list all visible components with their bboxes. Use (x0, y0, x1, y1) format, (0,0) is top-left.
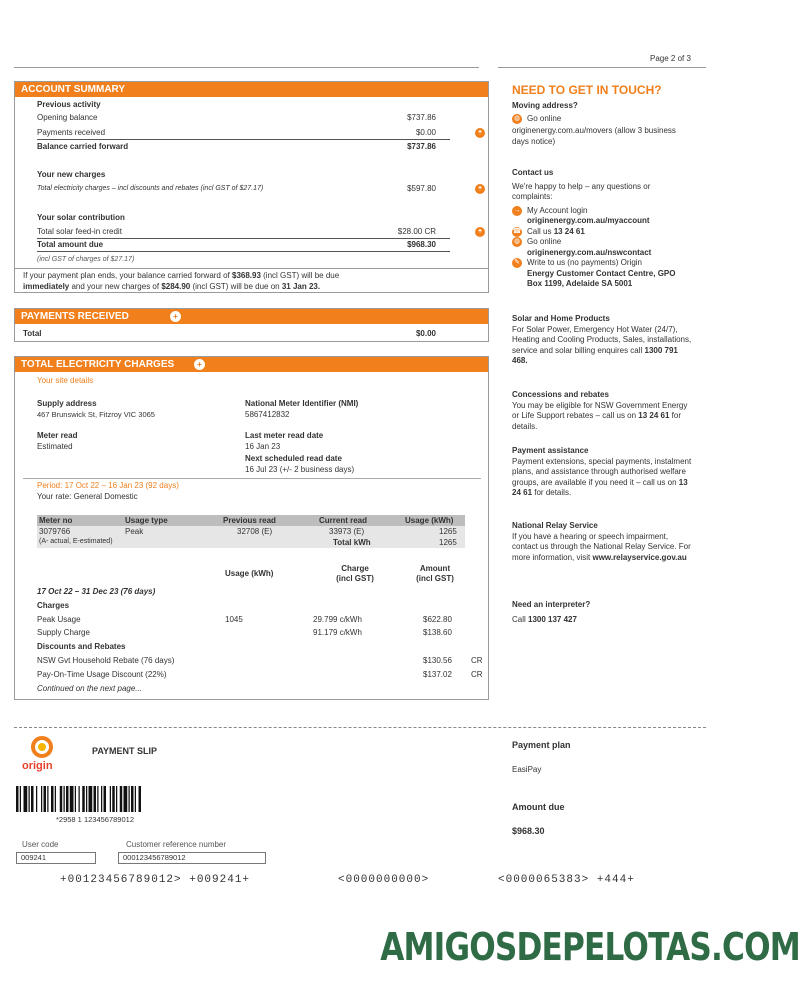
solar-heading: Your solar contribution (37, 213, 125, 222)
rebate-amount: $130.56 (423, 656, 452, 665)
interpreter-number[interactable]: 1300 137 427 (528, 614, 577, 624)
balance-cf-label: Balance carried forward (37, 142, 129, 151)
site-details-label: Your site details (37, 376, 94, 385)
meter-footnote: (A- actual, E-estimated) (39, 538, 113, 545)
meter-read-label: Meter read (37, 431, 78, 440)
meter-header-usage: Usage (kWh) (405, 516, 454, 525)
payments-total-value: $0.00 (415, 329, 436, 338)
relay-url[interactable]: www.relayservice.gov.au (592, 552, 687, 562)
new-charges-value: $597.80 (407, 184, 436, 193)
payments-total-label: Total (23, 329, 42, 338)
concessions-tail: for details. (512, 411, 681, 431)
origin-logo-text: origin (22, 760, 53, 772)
go-online: Go online (527, 237, 562, 247)
crn-field: 000123456789012 (118, 852, 266, 864)
supply-address-value: 467 Brunswick St, Fitzroy VIC 3065 (37, 410, 155, 419)
opening-balance-label: Opening balance (37, 113, 98, 122)
my-account-url[interactable]: originenergy.com.au/myaccount (527, 216, 650, 226)
contact-title: NEED TO GET IN TOUCH? (512, 83, 662, 97)
supply-charge-rate: 91.179 c/kWh (313, 628, 362, 637)
sub-period: 17 Oct 22 – 31 Dec 23 (76 days) (37, 587, 156, 596)
pot-discount-cr: CR (471, 670, 483, 679)
solar-products-text: For Solar Power, Emergency Hot Water (24/7), Heating and Cooling Products, Sales, installations, service and solar billing enquires call (512, 324, 692, 355)
write-label: Write to us (no payments) Origin (527, 258, 643, 268)
plus-icon[interactable]: + (194, 359, 205, 370)
amount-due-label: Amount due (512, 802, 565, 812)
interpreter-call: Call (512, 614, 529, 624)
watermark: AMIGOSDEPELOTAS.COM (380, 925, 800, 969)
concessions-number[interactable]: 13 24 61 (638, 411, 670, 420)
assist-number[interactable]: 13 24 61 (512, 477, 688, 497)
previous-read-value: 32708 (E) (237, 527, 273, 536)
next-read-label: Next scheduled read date (245, 454, 342, 463)
micr-line-2: <0000000000> (338, 874, 430, 886)
moving-online: Go online (527, 113, 562, 123)
peak-usage-kwh: 1045 (225, 615, 243, 624)
total-kwh-value: 1265 (439, 538, 457, 547)
electricity-charges-box (14, 356, 489, 700)
account-summary-box (14, 81, 489, 293)
discounts-heading: Discounts and Rebates (37, 642, 126, 651)
info-icon[interactable]: + (475, 227, 485, 237)
payment-slip-title: PAYMENT SLIP (92, 746, 158, 756)
payments-received-header: PAYMENTS RECEIVED (15, 309, 488, 324)
my-account-label: My Account login (527, 205, 588, 215)
pot-discount-label: Pay-On-Time Usage Discount (22%) (37, 670, 167, 679)
assist-tail: for details. (532, 488, 572, 497)
payments-received-value: $0.00 (415, 128, 436, 137)
login-icon: → (513, 206, 521, 214)
nmi-label: National Meter Identifier (NMI) (245, 399, 359, 408)
plan-note: If your payment plan ends, your balance carried forward of $368.93 (incl GST) will be due immediately and your new charges of $284.90 (incl GST) will be due on 31 Jan 23. (23, 271, 340, 291)
total-due-value: $968.30 (407, 240, 436, 249)
meter-table (37, 515, 465, 555)
call-label: Call us (527, 226, 554, 236)
balance-cf-value: $737.86 (407, 142, 436, 151)
header-divider-right (498, 67, 706, 68)
concessions-text: You may be eligible for NSW Government Energy or Life Support rebates – call us on (512, 400, 688, 420)
usage-type-value: Peak (125, 527, 144, 536)
nmi-value: 5867412832 (245, 410, 290, 419)
payment-plan-value: EasiPay (512, 765, 542, 774)
charges-header-usage: Usage (kWh) (225, 569, 274, 578)
amount-due-value: $968.30 (512, 826, 545, 836)
new-charges-heading: Your new charges (37, 170, 106, 179)
electricity-charges-header: TOTAL ELECTRICITY CHARGES (15, 357, 488, 372)
supply-charge-amount: $138.60 (423, 628, 452, 637)
previous-activity-heading: Previous activity (37, 100, 101, 109)
user-code-label: User code (22, 840, 59, 849)
slip-divider (14, 727, 706, 728)
charges-header-charge: Charge (incl GST) (336, 564, 374, 583)
phone-icon: ☎ (512, 227, 522, 235)
period-text: Period: 17 Oct 22 – 16 Jan 23 (92 days) (37, 481, 179, 490)
opening-balance-value: $737.86 (407, 113, 436, 122)
assist-text: Payment extensions, special payments, instalment plans, and assistance through authorised welfare groups, are available if you need it – call us on (512, 456, 692, 487)
peak-usage-label: Peak Usage (37, 615, 81, 624)
new-charges-label: Total electricity charges – incl discounts and rebates (incl GST of $27.17) (37, 185, 264, 192)
supply-charge-label: Supply Charge (37, 628, 90, 637)
relay-heading: National Relay Service (512, 521, 598, 530)
supply-address-label: Supply address (37, 399, 97, 408)
pot-discount-amount: $137.02 (423, 670, 452, 679)
info-icon[interactable]: + (475, 184, 485, 194)
continued-note: Continued on the next page... (37, 684, 142, 693)
rebate-cr: CR (471, 656, 483, 665)
rebate-label: NSW Gvt Household Rebate (76 days) (37, 656, 175, 665)
micr-line-1: +00123456789012> +009241+ (60, 874, 251, 886)
solar-products-number[interactable]: 1300 791 468. (512, 345, 678, 365)
next-read-value: 16 Jul 23 (+/- 2 business days) (245, 465, 355, 474)
call-number[interactable]: 13 24 61 (553, 226, 585, 236)
barcode-number: *2958 1 123456789012 (56, 815, 134, 824)
micr-line-3: <0000065383> +444+ (498, 874, 635, 886)
meter-header-no: Meter no (39, 516, 73, 525)
current-read-value: 33973 (E) (329, 527, 365, 536)
total-due-label: Total amount due (37, 240, 104, 249)
concessions-heading: Concessions and rebates (512, 390, 609, 399)
info-icon[interactable]: + (475, 128, 485, 138)
charges-header-amount: Amount (incl GST) (416, 564, 454, 583)
header-divider-left (14, 67, 479, 68)
contact-heading: Contact us (512, 168, 554, 177)
usage-value: 1265 (439, 527, 457, 536)
plus-icon[interactable]: + (170, 311, 181, 322)
moving-url[interactable]: originenergy.com.au/movers (allow 3 business days notice) (512, 126, 676, 146)
write-address: Energy Customer Contact Centre, GPO Box 1199, Adelaide SA 5001 (527, 268, 676, 289)
relay-text: If you have a hearing or speech impairment, contact us through the National Relay Service. For more information, visit (512, 531, 691, 562)
moving-heading: Moving address? (512, 101, 578, 110)
peak-usage-amount: $622.80 (423, 615, 452, 624)
total-kwh-label: Total kWh (333, 538, 371, 547)
last-read-label: Last meter read date (245, 431, 324, 440)
rate-text: Your rate: General Domestic (37, 492, 138, 501)
last-read-value: 16 Jan 23 (245, 442, 281, 451)
payments-received-label: Payments received (37, 128, 106, 137)
gst-note: (incl GST of charges of $27.17) (37, 256, 135, 263)
charges-heading: Charges (37, 601, 70, 610)
payments-received-box (14, 308, 489, 342)
pencil-icon: ✎ (512, 258, 522, 268)
meter-no-value: 3079766 (39, 527, 71, 536)
solar-credit-value: $28.00 CR (397, 227, 436, 236)
globe-icon: ◍ (513, 238, 521, 246)
barcode (16, 786, 192, 812)
meter-header-prev: Previous read (223, 516, 276, 525)
globe-icon: ◍ (513, 114, 521, 122)
contact-intro: We're happy to help – any questions or complaints: (512, 181, 651, 201)
solar-products-heading: Solar and Home Products (512, 314, 610, 323)
interpreter-heading: Need an interpreter? (512, 600, 591, 609)
meter-header-type: Usage type (125, 516, 168, 525)
assist-heading: Payment assistance (512, 446, 589, 455)
peak-usage-rate: 29.799 c/kWh (313, 615, 362, 624)
account-summary-header: ACCOUNT SUMMARY (15, 82, 488, 97)
solar-credit-label: Total solar feed-in credit (37, 227, 122, 236)
meter-read-value: Estimated (37, 442, 73, 451)
meter-header-curr: Current read (319, 516, 368, 525)
user-code-field: 009241 (16, 852, 96, 864)
contact-url[interactable]: originenergy.com.au/nswcontact (527, 247, 652, 257)
crn-label: Customer reference number (126, 840, 227, 849)
page-number: Page 2 of 3 (650, 54, 691, 63)
payment-plan-label: Payment plan (512, 740, 571, 750)
